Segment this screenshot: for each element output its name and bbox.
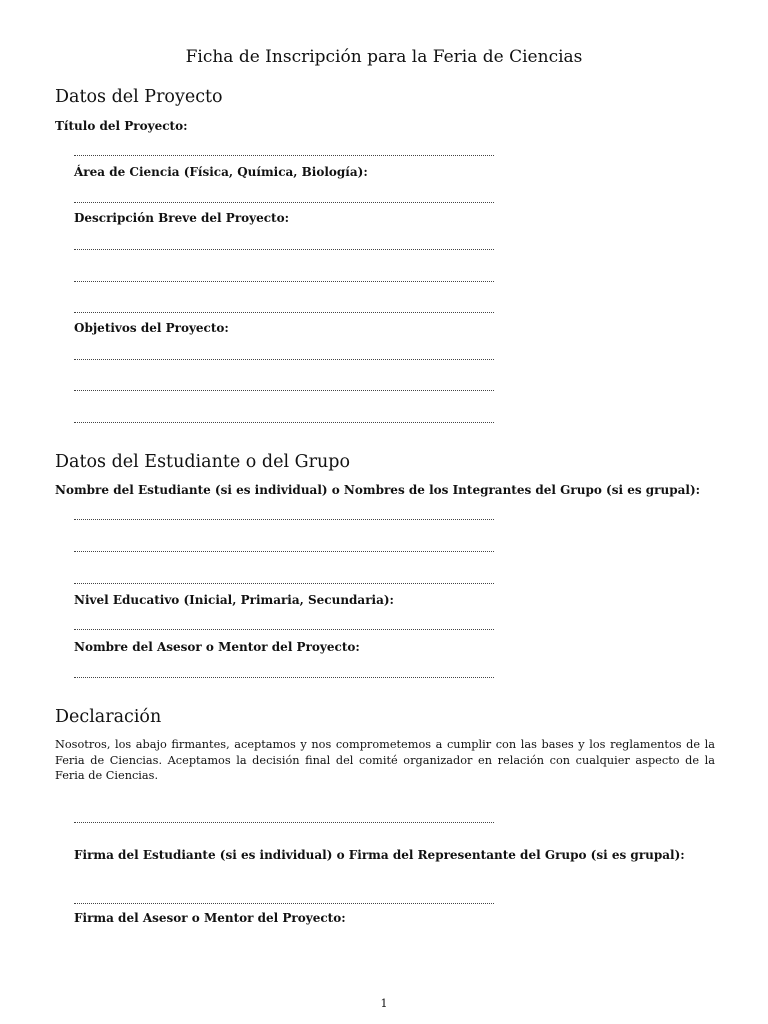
education-level-label: Nivel Educativo (Inicial, Primaria, Secundaria): <box>74 593 394 607</box>
section-heading-project: Datos del Proyecto <box>55 87 223 107</box>
project-objectives-label: Objetivos del Proyecto: <box>74 321 229 335</box>
mentor-signature-label: Firma del Asesor o Mentor del Proyecto: <box>74 911 346 925</box>
education-level-field[interactable] <box>74 629 494 630</box>
section-heading-declaration: Declaración <box>55 707 162 727</box>
mentor-name-label: Nombre del Asesor o Mentor del Proyecto: <box>74 640 360 654</box>
project-title-label: Título del Proyecto: <box>55 119 188 133</box>
science-area-label: Área de Ciencia (Física, Química, Biología): <box>74 165 368 179</box>
student-names-line-2[interactable] <box>74 551 494 552</box>
project-description-line-1[interactable] <box>74 249 494 250</box>
page-number: 1 <box>380 997 388 1010</box>
declaration-text: Nosotros, los abajo firmantes, aceptamos y nos comprometemos a cumplir con las bases y los reglamentos de la Feria de Ciencias. Aceptamos la decisión final del comité organizador en relación con cualquier aspecto de la Feria de Ciencias. <box>55 738 715 782</box>
student-names-label: Nombre del Estudiante (si es individual) o Nombres de los Integrantes del Grupo (si es grupal): <box>55 483 701 497</box>
mentor-signature-field[interactable] <box>74 903 494 904</box>
student-signature-label: Firma del Estudiante (si es individual) o Firma del Representante del Grupo (si es grupal): <box>74 848 685 862</box>
student-names-line-3[interactable] <box>74 583 494 584</box>
science-area-field[interactable] <box>74 202 494 203</box>
project-description-label: Descripción Breve del Proyecto: <box>74 211 290 225</box>
project-objectives-line-3[interactable] <box>74 422 494 423</box>
document-title: Ficha de Inscripción para la Feria de Ciencias <box>185 47 583 67</box>
project-title-field[interactable] <box>74 155 494 156</box>
mentor-name-field[interactable] <box>74 677 494 678</box>
project-objectives-line-1[interactable] <box>74 359 494 360</box>
project-description-line-2[interactable] <box>74 281 494 282</box>
section-heading-student: Datos del Estudiante o del Grupo <box>55 452 350 472</box>
project-description-line-3[interactable] <box>74 312 494 313</box>
project-objectives-line-2[interactable] <box>74 390 494 391</box>
student-names-line-1[interactable] <box>74 519 494 520</box>
student-signature-field[interactable] <box>74 822 494 823</box>
